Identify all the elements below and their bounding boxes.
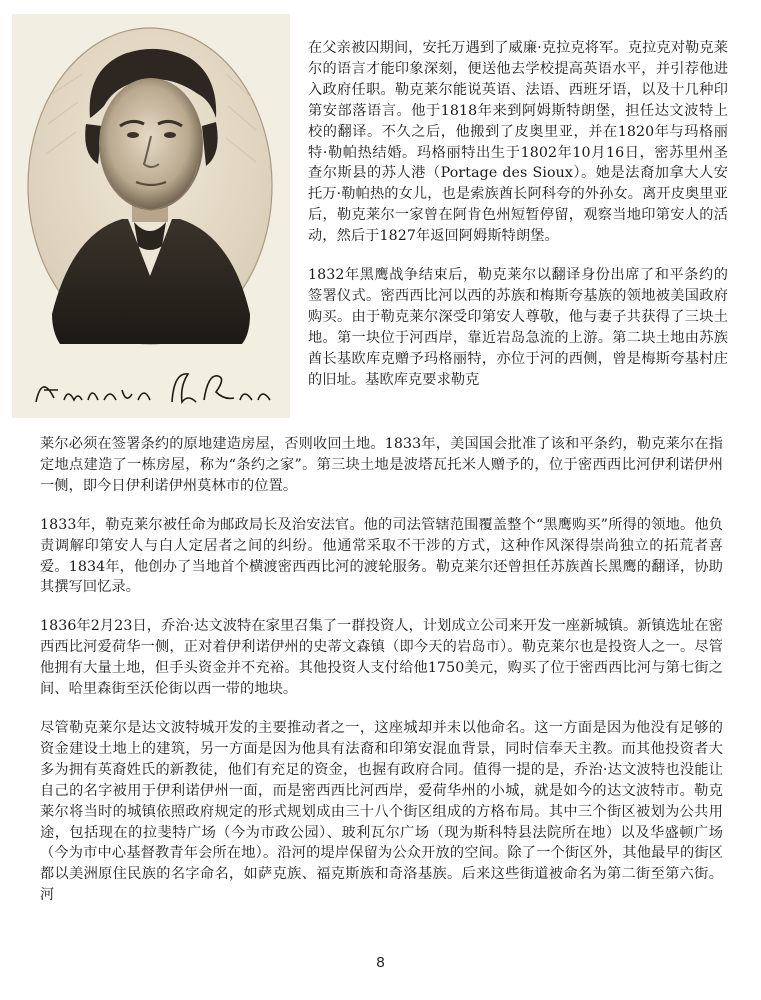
portrait-engraving xyxy=(12,14,290,418)
paragraph-black-hawk-war-start: 1832年黑鹰战争结束后，勒克莱尔以翻译身份出席了和平条约的签署仪式。密西西比河以西的苏族和梅斯夸基族的领地被美国政府购买。由于勒克莱尔深受印第安人尊敬，他与妻子共获得了三块土地。第一块位于河西岸，靠近岩岛急流的上游。第二块土地由苏族酋长基欧库克赠予玛格丽特，亦位于河的西侧，曾是梅斯夸基村庄的旧址。基欧库克要求勒克 xyxy=(308,267,728,388)
paragraph-black-hawk-war-continued: 莱尔必须在签署条约的原地建造房屋，否则收回土地。1833年，美国国会批准了该和平条约，勒克莱尔在指定地点建造了一栋房屋，称为“条约之家”。第三块土地是波塔瓦托米人赠予的，位于密西西比河伊利诺伊州一侧，即今日伊利诺伊州莫林市的位置。 xyxy=(40,436,723,494)
full-width-text xyxy=(40,434,723,906)
paragraph-investors: 1836年2月23日，乔治·达文波特在家里召集了一群投资人，计划成立公司来开发一座新城镇。新镇选址在密西西比河爱荷华一侧，正对着伊利诺伊州的史蒂文森镇（即今天的岩岛市）。勒克莱尔也是投资人之一。尽管他拥有大量土地，但手头资金并不充裕。其他投资人支付给他1750美元，购买了位于密西西比河与第七街之间、哈里森街至沃伦街以西一带的地块。 xyxy=(40,618,723,698)
paragraph-postmaster: 1833年，勒克莱尔被任命为邮政局长及治安法官。他的司法管辖范围覆盖整个“黑鹰购买”所得的领地。他负责调解印第安人与白人定居者之间的纠纷。他通常采取不干涉的方式，这种作风深得崇尚独立的拓荒者喜爱。1834年，他创办了当地首个横渡密西西比河的渡轮服务。勒克莱尔还曾担任苏族酋长黑鹰的翻译，协助其撰写回忆录。 xyxy=(40,516,723,596)
paragraph-clark-meeting: 在父亲被囚期间，安托万遇到了威廉·克拉克将军。克拉克对勒克莱尔的语言才能印象深刻，便送他去学校提高英语水平，并引荐他进入政府任职。勒克莱尔能说英语、法语、西班牙语，以及十几种印第安部落语言。他于1818年来到阿姆斯特朗堡，担任达文波特上校的翻译。不久之后，他搬到了皮奥里亚，并在1820年与玛格丽特·勒帕热结婚。玛格丽特出生于1802年10月16日，密苏里州圣查尔斯县的苏人港（Portage des Sioux）。她是法裔加拿大人安托万·勒帕热的女儿，也是索族酋长阿科夸的外孙女。离开皮奥里亚后，勒克莱尔一家曾在阿肯色州短暂停留，观察当地印第安人的活动，然后于1827年返回阿姆斯特朗堡。 xyxy=(308,40,728,245)
page-number: 8 xyxy=(376,954,385,971)
side-text-column xyxy=(308,38,728,391)
portrait-illustration xyxy=(12,14,290,418)
paragraph-city-naming: 尽管勒克莱尔是达文波特城开发的主要推动者之一，这座城却并未以他命名。这一方面是因为他没有足够的资金建设土地上的建筑，另一方面是因为他具有法裔和印第安混血背景，同时信奉天主教。而其他投资者大多为拥有英裔姓氏的新教徒，他们有充足的资金，也握有政府合同。值得一提的是，乔治·达文波特也没能让自己的名字被用于伊利诺伊州一面，而是密西西比河西岸，爱荷华州的小城，就是如今的达文波特市。勒克莱尔将当时的城镇依照政府规定的形式规划成由三十八个街区组成的方格布局。其中三个街区被划为公共用途，包括现在的拉斐特广场（今为市政公园）、玻利瓦尔广场（现为斯科特县法院所在地）以及华盛顿广场（今为市中心基督教青年会所在地）。沿河的堤岸保留为公众开放的空间。除了一个街区外，其他最早的街区都以美洲原住民族的名字命名，如萨克族、福克斯族和奇洛基族。后来这些街道被命名为第二街至第六街。河 xyxy=(40,719,723,904)
